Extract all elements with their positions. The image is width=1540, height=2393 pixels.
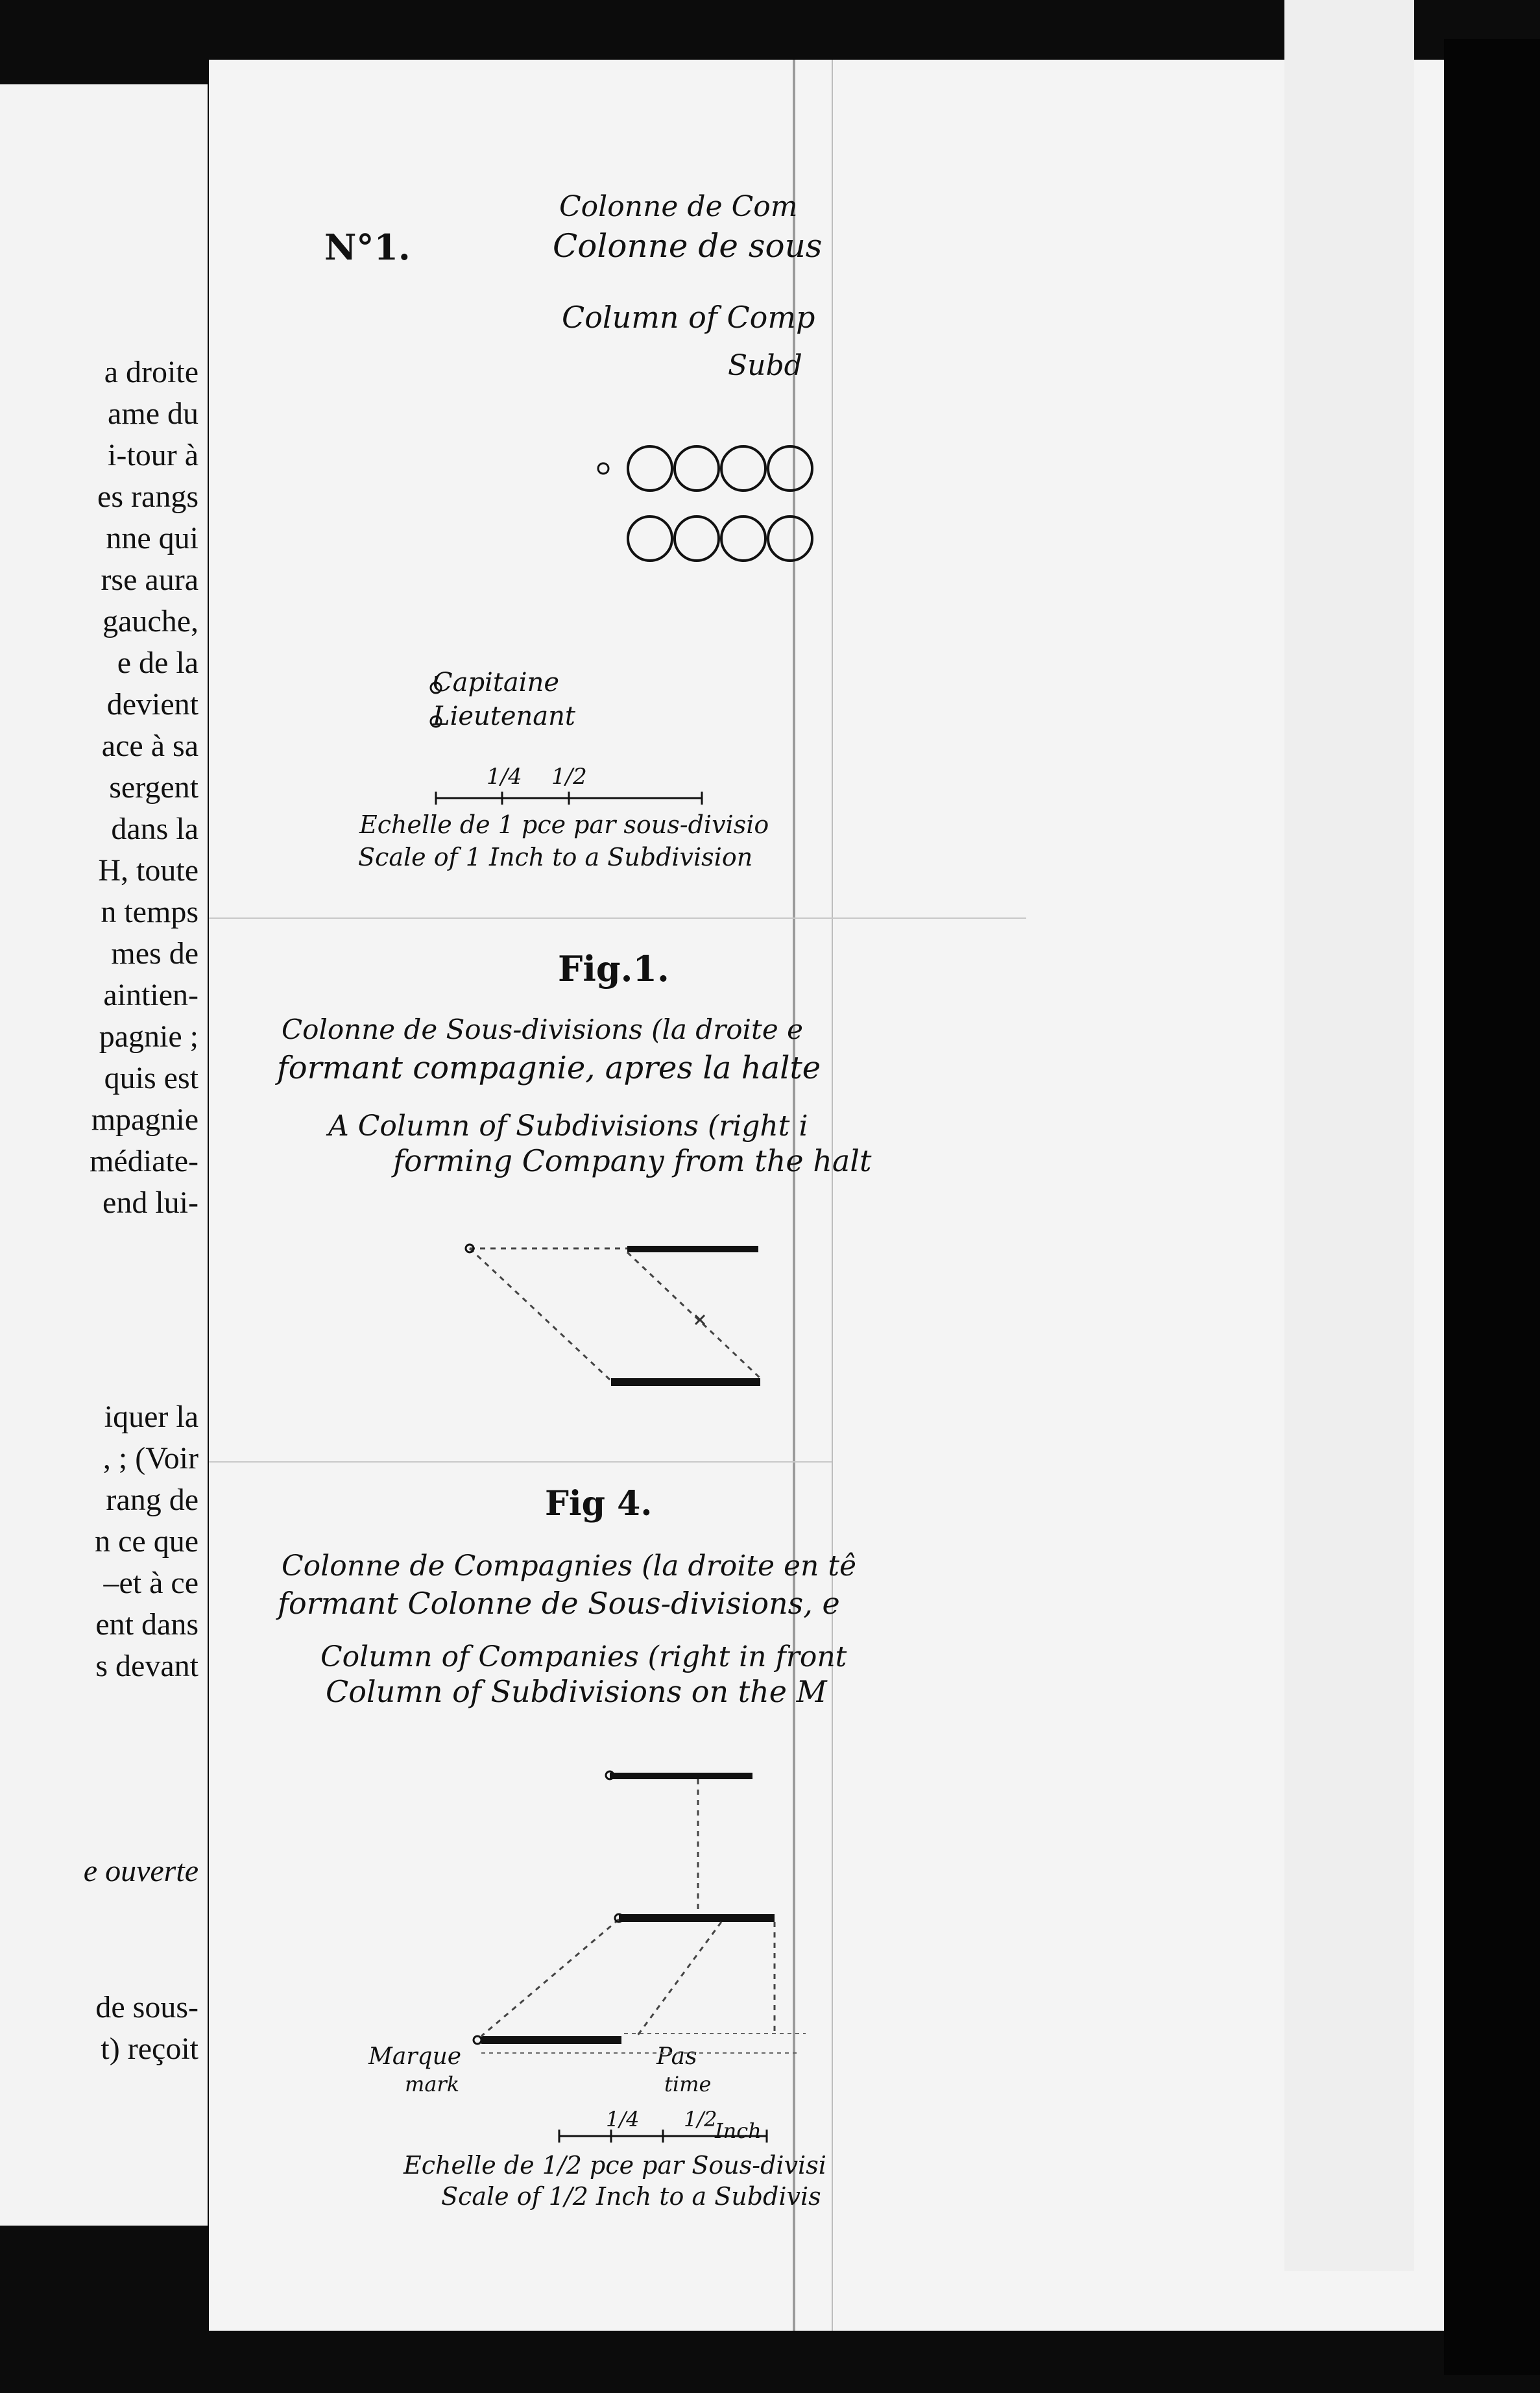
fig1-label: Fig.1.	[558, 948, 669, 990]
fig4-label: Fig 4.	[545, 1484, 653, 1524]
soldier-circle	[721, 446, 765, 491]
left-text-line: e de la	[117, 646, 199, 680]
left-text-line: –et à ce	[103, 1566, 199, 1600]
subdivision-bar	[481, 2036, 621, 2044]
left-text-line: aintien-	[103, 978, 199, 1012]
left-text-line: a droite	[104, 355, 199, 389]
officer-markers	[431, 463, 608, 731]
fig1-en-1: A Column of Subdivisions (right i	[328, 1110, 808, 1143]
scale1-fr: Echelle de 1 pce par sous-divisio	[359, 810, 769, 839]
section1-en-title-1: Column of Comp	[562, 300, 815, 335]
left-text-line: médiate-	[90, 1144, 199, 1178]
left-text-line: rse aura	[101, 563, 199, 597]
scale1-en: Scale of 1 Inch to a Subdivision	[358, 843, 753, 871]
left-text-line: nne qui	[106, 521, 199, 555]
captain-legend-marker	[431, 683, 441, 693]
soldier-circle	[768, 516, 812, 561]
left-text-line: , ; (Voir	[102, 1441, 199, 1476]
left-text-line: pagnie ;	[99, 1019, 199, 1054]
rear-rank-circles	[628, 516, 812, 561]
section1-en-title-2: Subd	[728, 349, 802, 382]
left-text-line: s devant	[95, 1649, 199, 1683]
soldier-circle	[675, 516, 719, 561]
fig1-fr-1: Colonne de Sous-divisions (la droite e	[282, 1014, 803, 1045]
left-text-line: n ce que	[95, 1524, 199, 1559]
left-text-line: end lui-	[102, 1185, 199, 1220]
left-text-line: es rangs	[97, 480, 199, 514]
scale4-unit: Inch	[715, 2119, 762, 2143]
scale1-label-quarter: 1/4	[487, 764, 522, 790]
scale1-label-half: 1/2	[551, 764, 587, 790]
company-bar	[611, 1378, 760, 1386]
section1-fr-title-2: Colonne de sous	[553, 227, 823, 265]
left-text-line: mes de	[111, 936, 199, 971]
next-page-edge	[1284, 0, 1414, 2271]
fig1-fr-2: formant compagnie, apres la halte	[277, 1050, 821, 1086]
scale-bar-4	[559, 2130, 767, 2143]
fig4-diagram	[474, 1771, 806, 2053]
lieutenant-legend-marker	[431, 716, 441, 727]
fig4-fr-1: Colonne de Compagnies (la droite en tê	[282, 1549, 857, 1583]
left-text-line: t) reçoit	[101, 2032, 199, 2066]
plate-number: N°1.	[324, 226, 411, 268]
left-page	[0, 84, 208, 2226]
left-text-line: ame du	[108, 396, 199, 431]
left-text-line: quis est	[104, 1061, 199, 1095]
left-text-line: dans la	[111, 812, 199, 846]
scan-border	[1444, 39, 1540, 2375]
soldier-circle	[628, 446, 672, 491]
fig4-pace-fr: Pas	[656, 2043, 697, 2070]
guide-marker	[474, 2036, 481, 2044]
soldier-circle	[675, 446, 719, 491]
soldier-circle	[768, 446, 812, 491]
legend-lieutenant: Lieutenant	[433, 701, 575, 731]
left-text-line: i-tour à	[108, 438, 199, 472]
company-bar	[610, 1773, 752, 1779]
scale4-label-quarter: 1/4	[606, 2107, 640, 2132]
plate-page	[209, 60, 1444, 2331]
left-text-line: ent dans	[95, 1607, 199, 1642]
left-text-line: ace à sa	[101, 729, 199, 763]
subdivision-bar	[627, 1246, 758, 1252]
left-text-line: H, toute	[98, 853, 199, 888]
company-bar	[619, 1914, 775, 1922]
scale4-label-half: 1/2	[684, 2107, 717, 2132]
left-text-line: rang de	[106, 1483, 199, 1517]
left-text-italic-line: e ouverte	[83, 1854, 199, 1888]
fig4-en-2: Column of Subdivisions on the M	[326, 1674, 827, 1709]
left-text-line: mpagnie	[91, 1102, 199, 1137]
fig4-pace-en: time	[664, 2072, 712, 2096]
fig4-mark-fr: Marque	[368, 2043, 462, 2070]
left-text-line: de sous-	[95, 1990, 199, 2024]
left-text-line: iquer la	[104, 1400, 199, 1434]
soldier-circle	[721, 516, 765, 561]
fig1-diagram	[466, 1245, 760, 1386]
soldier-circle	[628, 516, 672, 561]
section1-fr-title-1: Colonne de Com	[559, 190, 798, 223]
scale4-en: Scale of 1/2 Inch to a Subdivis	[441, 2182, 821, 2211]
left-text-line: gauche,	[102, 604, 199, 638]
scale-bar-1	[436, 792, 702, 805]
fig4-mark-en: mark	[405, 2072, 460, 2096]
front-rank-circles	[628, 446, 812, 491]
legend-captain: Capitaine	[433, 668, 559, 698]
direction-arrow	[695, 1315, 704, 1324]
fig1-en-2: forming Company from the halt	[393, 1143, 872, 1178]
left-text-line: devient	[106, 687, 199, 722]
fig4-fr-2: formant Colonne de Sous-divisions, e	[278, 1586, 840, 1621]
left-text-line: sergent	[109, 770, 199, 805]
plate-diagrams	[209, 60, 1444, 2331]
left-text-line: n temps	[101, 895, 199, 929]
scale4-fr: Echelle de 1/2 pce par Sous-divisi	[403, 2151, 826, 2180]
lieutenant-marker	[598, 463, 608, 474]
fig4-en-1: Column of Companies (right in front	[320, 1640, 847, 1673]
